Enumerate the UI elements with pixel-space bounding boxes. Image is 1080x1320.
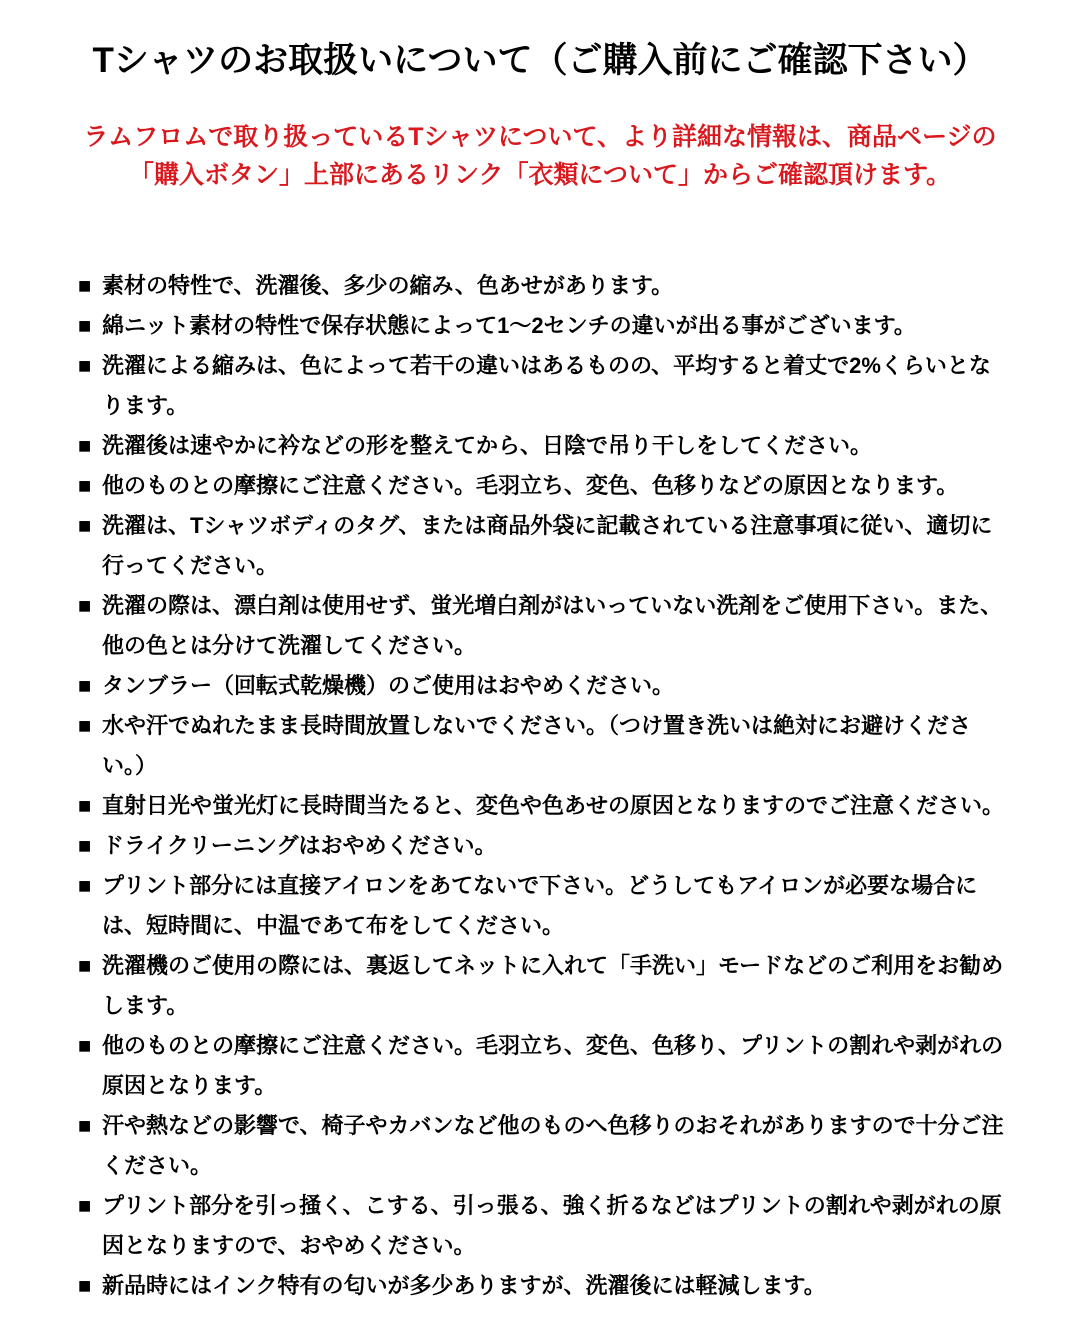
care-list-item	[78, 1026, 1010, 1106]
care-item-text: 綿ニット素材の特性で保存状態によって1～2センチの違いが出る事がございます。	[102, 313, 916, 338]
care-list-item	[78, 706, 1010, 786]
care-list-item	[78, 586, 1010, 666]
bullet-square-icon: ■	[78, 513, 92, 538]
care-item-text: プリント部分には直接アイロンをあてないで下さい。どうしてもアイロンが必要な場合には、短時間に、中温であて布をしてください。	[102, 873, 978, 938]
care-list-item	[78, 346, 1010, 426]
care-item-text: 直射日光や蛍光灯に長時間当たると、変色や色あせの原因となりますのでご注意ください。	[102, 793, 1005, 818]
care-list-item	[78, 866, 1010, 946]
care-item-text: 洗濯後は速やかに衿などの形を整えてから、日陰で吊り干しをしてください。	[102, 433, 873, 458]
notice-line: ラムフロムで取り扱っているTシャツについて、より詳細な情報は、商品ページの	[83, 123, 997, 151]
notice-line: 「購入ボタン」上部にあるリンク「衣類について」からご確認頂けます。	[128, 161, 951, 189]
bullet-square-icon: ■	[78, 593, 92, 618]
care-item-text: プリント部分を引っ掻く、こする、引っ張る、強く折るなどはプリントの割れや剥がれの原因となりますので、おやめください。	[102, 1193, 1002, 1258]
care-list-item	[78, 1106, 1010, 1186]
bullet-square-icon: ■	[78, 1193, 92, 1218]
care-item-text: 洗濯は、Tシャツボディのタグ、または商品外袋に記載されている注意事項に従い、適切に行ってください。	[102, 513, 993, 578]
care-list-item	[78, 466, 1010, 506]
care-item-text: 洗濯機のご使用の際には、裏返してネットに入れて「手洗い」モードなどのご利用をお勧めします。	[102, 953, 1004, 1018]
care-item-text: 洗濯の際は、漂白剤は使用せず、蛍光増白剤がはいっていない洗剤をご使用下さい。また、他の色とは分けて洗濯してください。	[102, 593, 1003, 658]
care-item-text: ドライクリーニングはおやめください。	[102, 833, 497, 858]
bullet-square-icon: ■	[78, 953, 92, 978]
bullet-square-icon: ■	[78, 713, 92, 738]
care-item-text: タンブラー（回転式乾燥機）のご使用はおやめください。	[102, 673, 675, 698]
care-list-item	[78, 1266, 1010, 1306]
care-list-item	[78, 426, 1010, 466]
care-instructions-page	[0, 40, 1080, 1320]
notice	[0, 118, 1080, 194]
bullet-square-icon: ■	[78, 273, 92, 298]
care-list-item	[78, 946, 1010, 1026]
bullet-square-icon: ■	[78, 473, 92, 498]
care-list-item	[78, 666, 1010, 706]
page-title: Tシャツのお取扱いについて（ご購入前にご確認下さい）	[92, 41, 988, 80]
care-list-item	[78, 266, 1010, 306]
bullet-square-icon: ■	[78, 1033, 92, 1058]
bullet-square-icon: ■	[78, 673, 92, 698]
bullet-square-icon: ■	[78, 1113, 92, 1138]
care-item-text: 新品時にはインク特有の匂いが多少ありますが、洗濯後には軽減します。	[102, 1273, 826, 1298]
care-item-text: 水や汗でぬれたまま長時間放置しないでください。（つけ置き洗いは絶対にお避けください。）	[102, 713, 972, 778]
care-list-item	[78, 506, 1010, 586]
bullet-square-icon: ■	[78, 833, 92, 858]
bullet-square-icon: ■	[78, 433, 92, 458]
care-list-item	[78, 306, 1010, 346]
care-list	[78, 266, 1010, 1306]
care-list-item	[78, 786, 1010, 826]
care-item-text: 素材の特性で、洗濯後、多少の縮み、色あせがあります。	[102, 273, 674, 298]
bullet-square-icon: ■	[78, 873, 92, 898]
bullet-square-icon: ■	[78, 313, 92, 338]
bullet-square-icon: ■	[78, 793, 92, 818]
bullet-square-icon: ■	[78, 353, 92, 378]
care-item-text: 他のものとの摩擦にご注意ください。毛羽立ち、変色、色移りなどの原因となります。	[102, 473, 959, 498]
bullet-square-icon: ■	[78, 1273, 92, 1298]
care-item-text: 他のものとの摩擦にご注意ください。毛羽立ち、変色、色移り、プリントの割れや剥がれの原因となります。	[102, 1033, 1004, 1098]
care-item-text: 洗濯による縮みは、色によって若干の違いはあるものの、平均すると着丈で2%くらいとなります。	[102, 353, 991, 418]
care-item-text: 汗や熱などの影響で、椅子やカバンなど他のものへ色移りのおそれがありますので十分ご注ください。	[102, 1113, 1004, 1178]
care-list-item	[78, 1186, 1010, 1266]
care-list-item	[78, 826, 1010, 866]
